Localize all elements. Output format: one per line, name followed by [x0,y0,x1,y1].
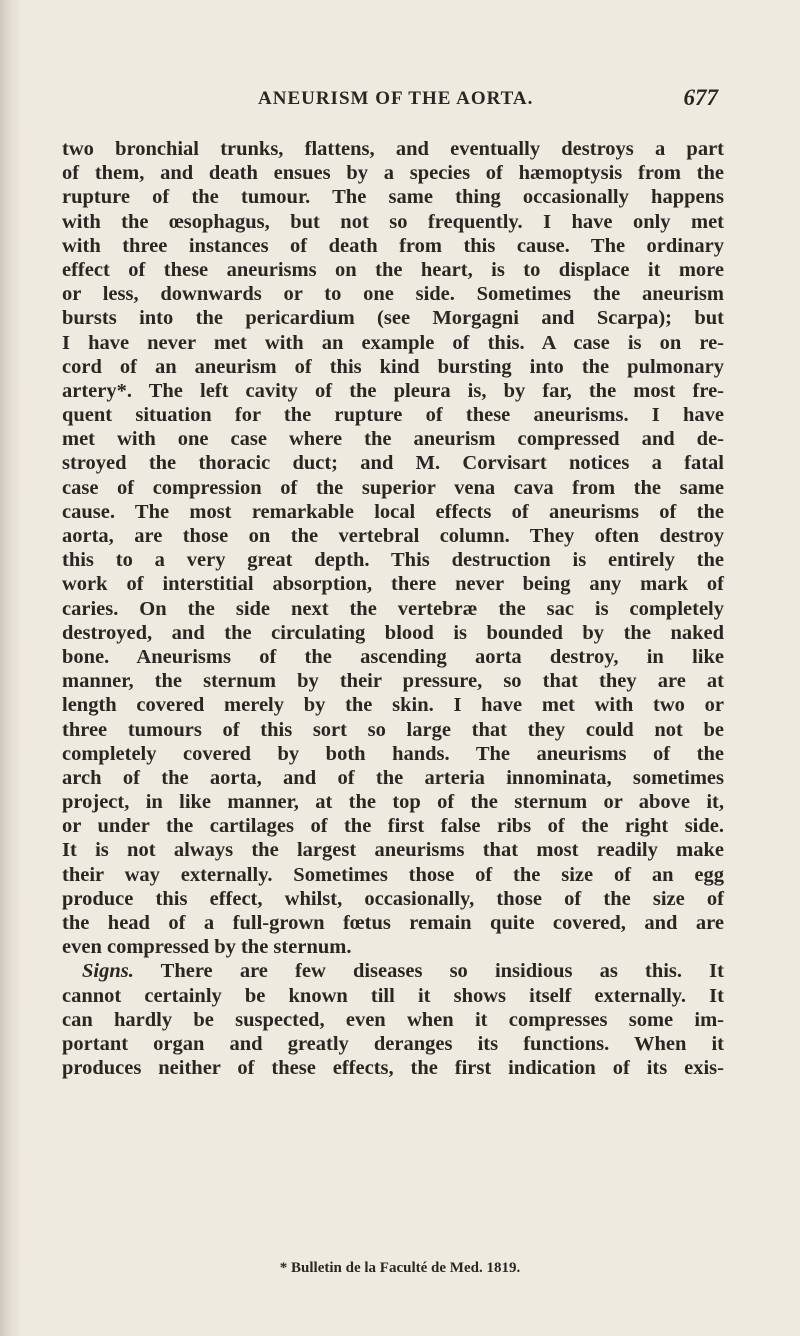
text-line: quent situation for the rupture of these aneurisms. I have [62,404,724,427]
text-line: bone. Aneurisms of the ascending aorta destroy, in like [62,645,724,668]
signs-heading: Signs. [82,960,134,983]
text-line: effect of these aneurisms on the heart, is to displace it more [62,258,724,281]
page-header [0,85,800,118]
text-line: portant organ and greatly deranges its functions. When it [62,1032,724,1055]
text-line: I have never met with an example of this. A case is on re- [62,331,724,354]
signs-paragraph-first-line [62,959,724,983]
text-line: work of interstitial absorption, there never being any mark of [62,573,724,596]
footnote: * Bulletin de la Faculté de Med. 1819. [279,1260,521,1276]
page-edge-shadow [0,0,22,1336]
text-line: produce this effect, whilst, occasionally, those of the size of [62,887,724,910]
body-text [62,137,724,1080]
text-line: rupture of the tumour. The same thing occasionally happens [62,186,724,209]
text-line: with three instances of death from this cause. The ordinary [62,234,724,257]
text-line: or under the cartilages of the first false ribs of the right side. [62,815,724,838]
text-line: three tumours of this sort so large that they could not be [62,718,724,741]
text-line: stroyed the thoracic duct; and M. Corvisart notices a fatal [62,452,724,475]
page-number: 677 [683,85,718,110]
text-line: aorta, are those on the vertebral column. They often destroy [62,525,724,547]
text-line: two bronchial trunks, flattens, and eventually destroys a part [62,138,724,160]
text-line: length covered merely by the skin. I have met with two or [62,694,724,717]
text-line: completely covered by both hands. The aneurisms of the [62,742,724,765]
text-line: artery*. The left cavity of the pleura is, by far, the most fre- [62,379,724,402]
text-line: or less, downwards or to one side. Sometimes the aneurism [62,283,724,306]
text-line: cause. The most remarkable local effects of aneurisms of the [62,500,724,523]
text-line: can hardly be suspected, even when it compresses some im- [62,1008,724,1031]
text-line: met with one case where the aneurism compressed and de- [62,428,724,451]
text-line: of them, and death ensues by a species of hæmoptysis from the [62,162,724,185]
text-line: cord of an aneurism of this kind bursting into the pulmonary [62,355,724,378]
text-line: destroyed, and the circulating blood is bounded by the naked [62,621,724,644]
text-line: case of compression of the superior vena cava from the same [62,476,724,499]
text-line: There are few diseases so insidious as this. It [160,960,724,983]
text-line: with the œsophagus, but not so frequently. I have only met [62,210,724,233]
text-line: cannot certainly be known till it shows itself externally. It [62,984,724,1007]
text-line: project, in like manner, at the top of the sternum or above it, [62,791,724,814]
text-line: arch of the aorta, and of the arteria innominata, sometimes [62,766,724,789]
text-line: It is not always the largest aneurisms that most readily make [62,839,724,862]
text-line: produces neither of these effects, the first indication of its exis- [62,1057,724,1080]
text-line: caries. On the side next the vertebræ the sac is completely [62,597,724,620]
text-line: bursts into the pericardium (see Morgagni and Scarpa); but [62,307,724,330]
text-line: this to a very great depth. This destruction is entirely the [62,549,724,572]
text-line: manner, the sternum by their pressure, so that they are at [62,670,724,693]
text-line: even compressed by the sternum. [62,936,352,959]
running-title: ANEURISM OF THE AORTA. [258,88,534,109]
text-line: their way externally. Sometimes those of the size of an egg [62,863,724,886]
text-line: the head of a full-grown fœtus remain quite covered, and are [62,912,724,934]
